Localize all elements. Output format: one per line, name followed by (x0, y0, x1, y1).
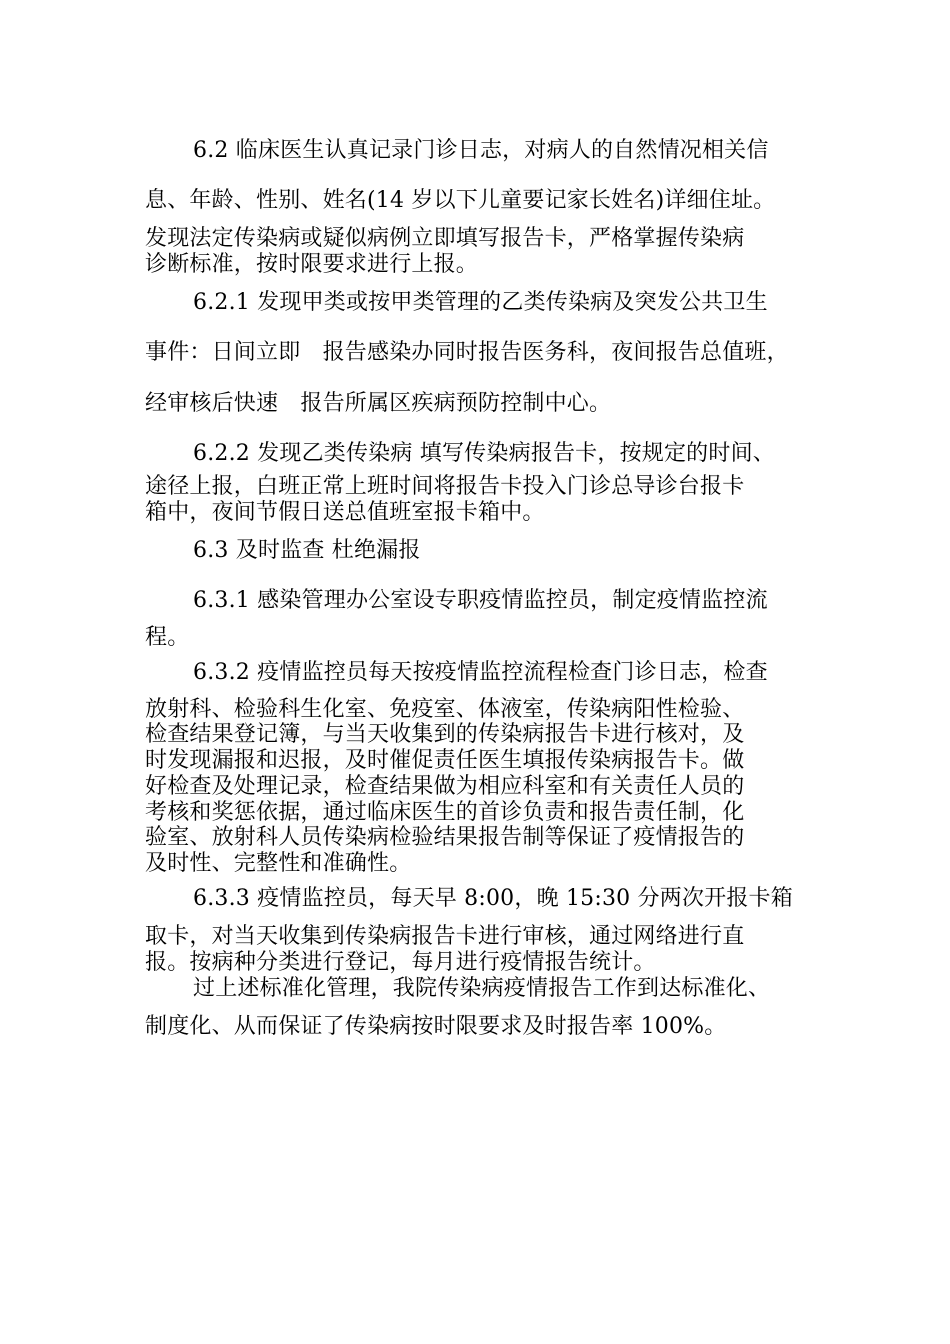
text-line: 报。按病种分类进行登记，每月进行疫情报告统计。 (145, 950, 656, 975)
text-line: 取卡，对当天收集到传染病报告卡进行审核，通过网络进行直 (145, 924, 745, 949)
text-line: 时发现漏报和迟报，及时催促责任医生填报传染病报告卡。做 (145, 748, 745, 773)
section-heading: 6.3 及时监查 杜绝漏报 (193, 538, 421, 563)
text-line: 及时性、完整性和准确性。 (145, 851, 412, 876)
text-line: 放射科、检验科生化室、免疫室、体液室，传染病阳性检验、 (145, 697, 745, 722)
text-line: 途径上报，白班正常上班时间将报告卡投入门诊总导诊台报卡 (145, 474, 745, 499)
text-line: 检查结果登记簿，与当天收集到的传染病报告卡进行核对，及 (145, 722, 745, 747)
text-line: 过上述标准化管理，我院传染病疫情报告工作到达标准化、 (193, 976, 771, 1001)
text-line: 事件：日间立即 报告感染办同时报告医务科，夜间报告总值班， (145, 340, 789, 365)
text-line: 好检查及处理记录，检查结果做为相应科室和有关责任人员的 (145, 774, 745, 799)
text-line: 6.2.2 发现乙类传染病 填写传染病报告卡，按规定的时间、 (193, 441, 775, 466)
text-line: 发现法定传染病或疑似病例立即填写报告卡，严格掌握传染病 (145, 226, 745, 251)
text-line: 6.2 临床医生认真记录门诊日志，对病人的自然情况相关信 (193, 138, 769, 163)
text-line: 诊断标准，按时限要求进行上报。 (145, 252, 479, 277)
text-line: 6.3.3 疫情监控员，每天早 8:00，晚 15:30 分两次开报卡箱 (193, 886, 793, 911)
text-line: 6.3.2 疫情监控员每天按疫情监控流程检查门诊日志，检查 (193, 660, 768, 685)
text-line: 经审核后快速 报告所属区疾病预防控制中心。 (145, 391, 612, 416)
text-line: 制度化、从而保证了传染病按时限要求及时报告率 100%。 (145, 1014, 727, 1039)
text-line: 6.2.1 发现甲类或按甲类管理的乙类传染病及突发公共卫生 (193, 290, 768, 315)
text-line: 6.3.1 感染管理办公室设专职疫情监控员，制定疫情监控流 (193, 588, 768, 613)
text-line: 程。 (145, 625, 190, 650)
text-line: 息、年龄、性别、姓名(14 岁以下儿童要记家长姓名)详细住址。 (145, 188, 776, 213)
text-line: 箱中，夜间节假日送总值班室报卡箱中。 (145, 500, 545, 525)
text-line: 考核和奖惩依据，通过临床医生的首诊负责和报告责任制，化 (145, 800, 745, 825)
text-line: 验室、放射科人员传染病检验结果报告制等保证了疫情报告的 (145, 825, 745, 850)
